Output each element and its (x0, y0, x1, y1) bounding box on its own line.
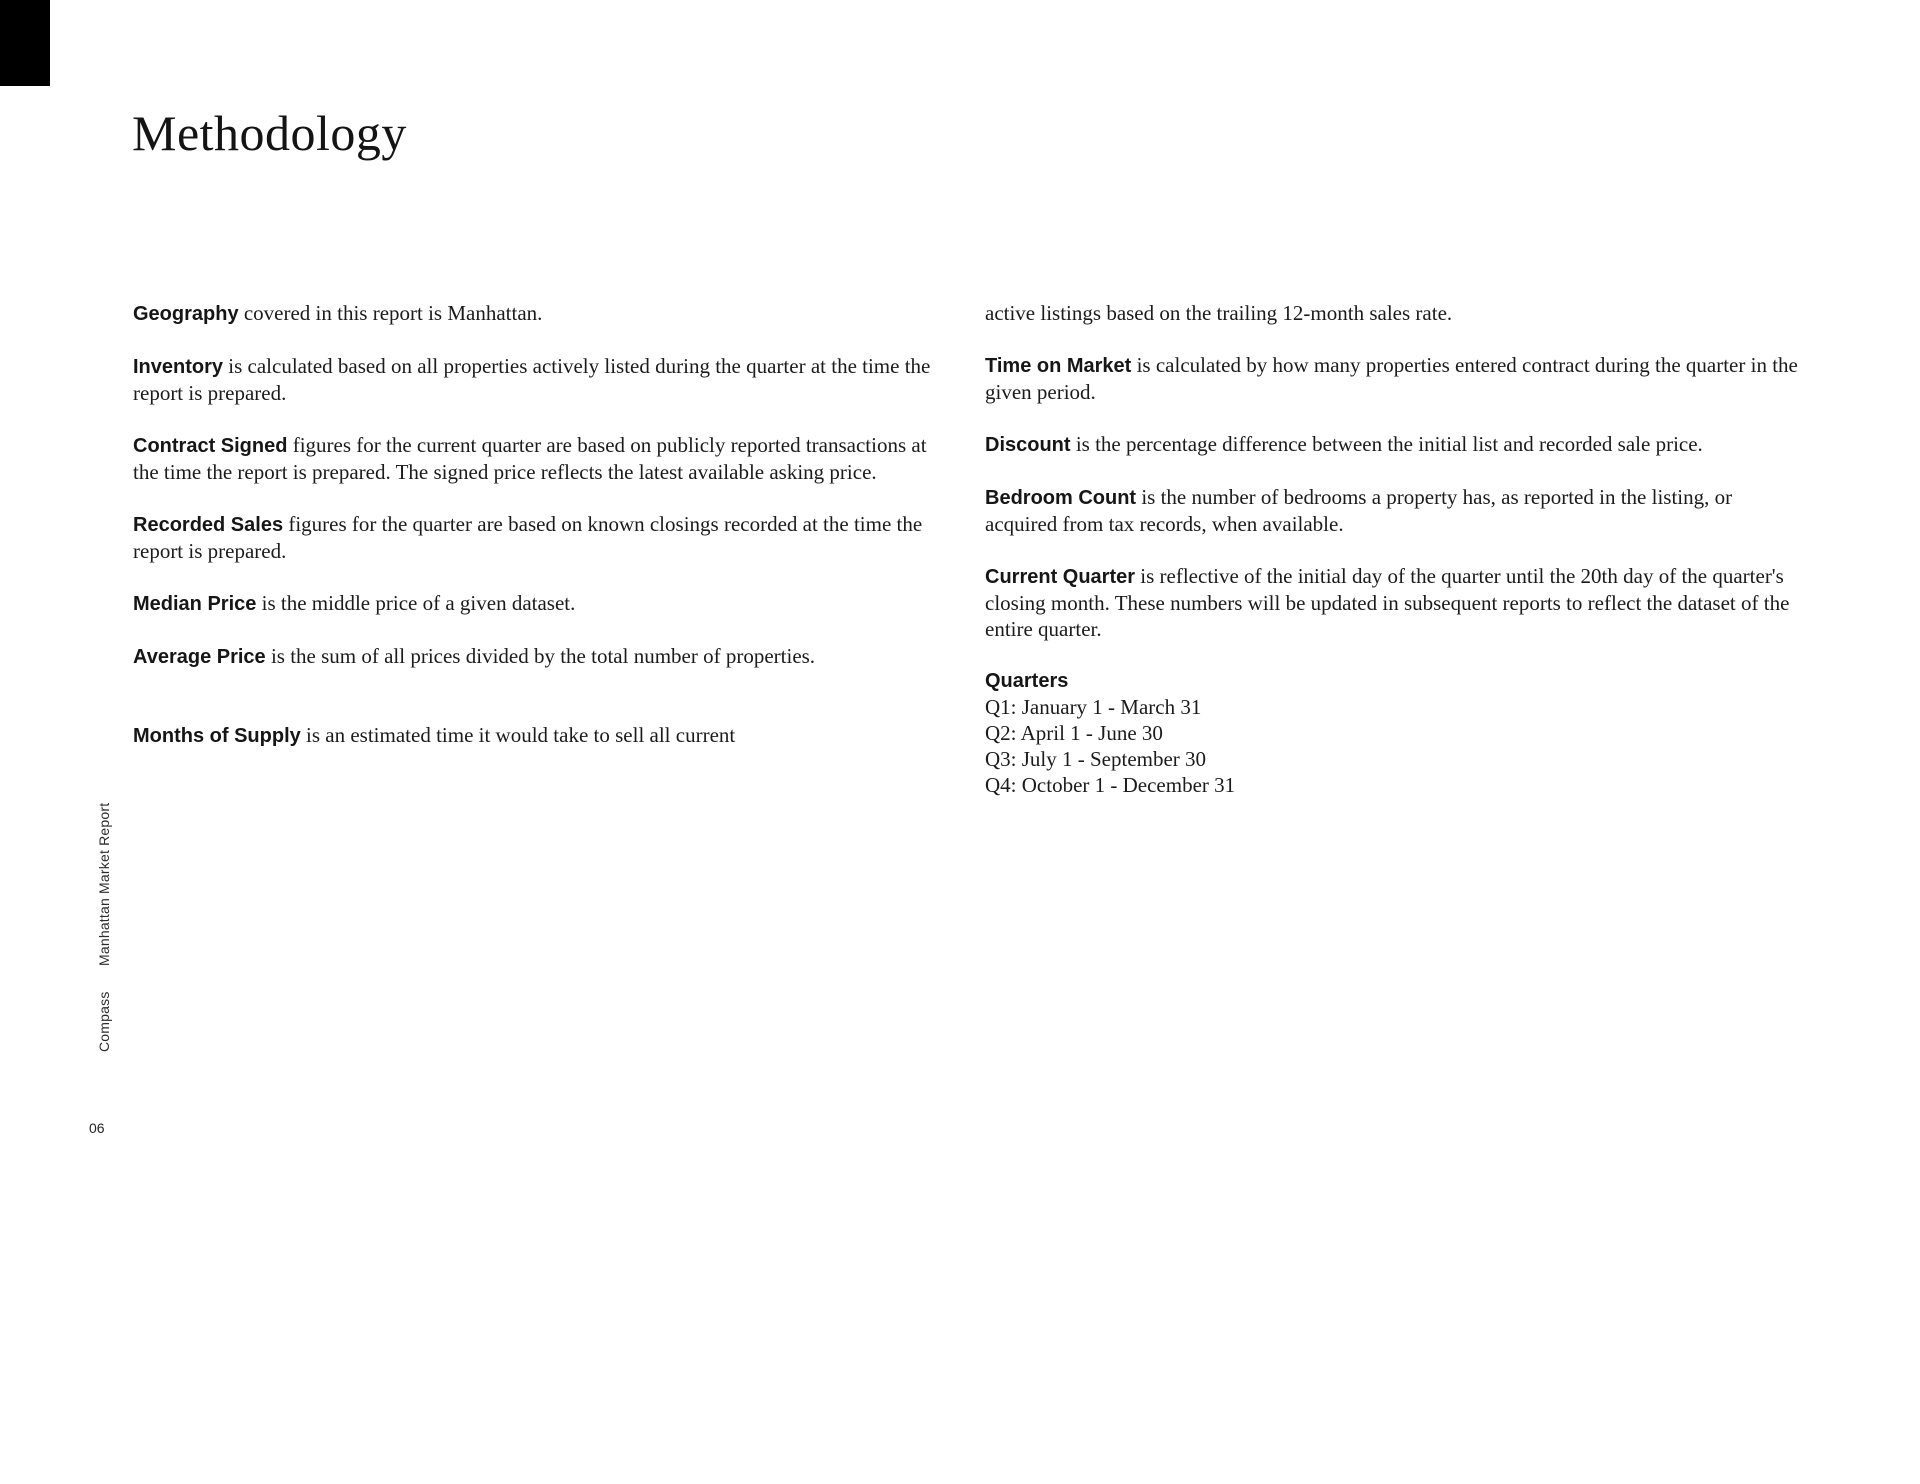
term-months-of-supply: Months of Supply (133, 725, 301, 747)
definition-inventory (133, 353, 931, 406)
definition-time-on-market (985, 352, 1803, 405)
term-median-price: Median Price (133, 593, 257, 615)
definition-discount-text: is the percentage difference between the initial list and recorded sale price. (1070, 432, 1703, 456)
quarter-q1: Q1: January 1 - March 31 (985, 695, 1202, 719)
term-inventory: Inventory (133, 356, 224, 378)
months-of-supply-continuation (985, 300, 1803, 326)
definition-bedroom-count (985, 484, 1803, 537)
definition-geography (133, 300, 931, 327)
definition-contract-signed (133, 432, 931, 485)
quarters-list (985, 668, 1803, 798)
term-quarters: Quarters (985, 670, 1069, 692)
definition-average-price (133, 643, 931, 670)
term-recorded-sales: Recorded Sales (133, 514, 284, 536)
term-geography: Geography (133, 303, 239, 325)
definition-months-of-supply (133, 722, 931, 749)
page-number: 06 (89, 1120, 105, 1136)
definition-inventory-text: is calculated based on all properties actively listed during the quarter at the time the report is prepared. (133, 354, 931, 405)
term-time-on-market: Time on Market (985, 355, 1132, 377)
definition-geography-text: covered in this report is Manhattan. (238, 301, 543, 325)
left-column (133, 300, 931, 775)
sidebar-report-name: Manhattan Market Report (96, 802, 112, 966)
sidebar-brand-compass: Compass (96, 991, 112, 1052)
definition-median-price (133, 590, 931, 617)
definition-current-quarter-text: is reflective of the initial day of the quarter until the 20th day of the quarter's closing month. These numbers will be updated in subsequent reports to reflect the dataset of the entire quarter. (985, 564, 1790, 641)
term-discount: Discount (985, 434, 1071, 456)
definition-recorded-sales-text: figures for the quarter are based on known closings recorded at the time the report is prepared. (133, 512, 923, 563)
months-of-supply-continuation-text: active listings based on the trailing 12-month sales rate. (985, 301, 1453, 325)
term-bedroom-count: Bedroom Count (985, 487, 1137, 509)
quarter-q4: Q4: October 1 - December 31 (985, 773, 1236, 797)
definition-current-quarter (985, 563, 1803, 642)
term-average-price: Average Price (133, 646, 266, 668)
definition-time-on-market-text: is calculated by how many properties entered contract during the quarter in the given period. (985, 353, 1798, 404)
page-title: Methodology (132, 105, 407, 161)
right-column (985, 300, 1803, 824)
definition-bedroom-count-text: is the number of bedrooms a property has, as reported in the listing, or acquired from tax records, when available. (985, 485, 1733, 536)
definition-contract-signed-text: figures for the current quarter are based on publicly reported transactions at the time the report is prepared. The signed price reflects the latest available asking price. (133, 433, 927, 484)
definition-recorded-sales (133, 511, 931, 564)
definition-months-of-supply-text: is an estimated time it would take to sell all current (300, 723, 736, 747)
definition-median-price-text: is the middle price of a given dataset. (256, 591, 576, 615)
term-current-quarter: Current Quarter (985, 566, 1136, 588)
corner-accent-bar (0, 0, 50, 86)
quarter-q2: Q2: April 1 - June 30 (985, 721, 1163, 745)
quarter-q3: Q3: July 1 - September 30 (985, 747, 1207, 771)
definition-average-price-text: is the sum of all prices divided by the total number of properties. (265, 644, 816, 668)
definition-discount (985, 431, 1803, 458)
term-contract-signed: Contract Signed (133, 435, 288, 457)
